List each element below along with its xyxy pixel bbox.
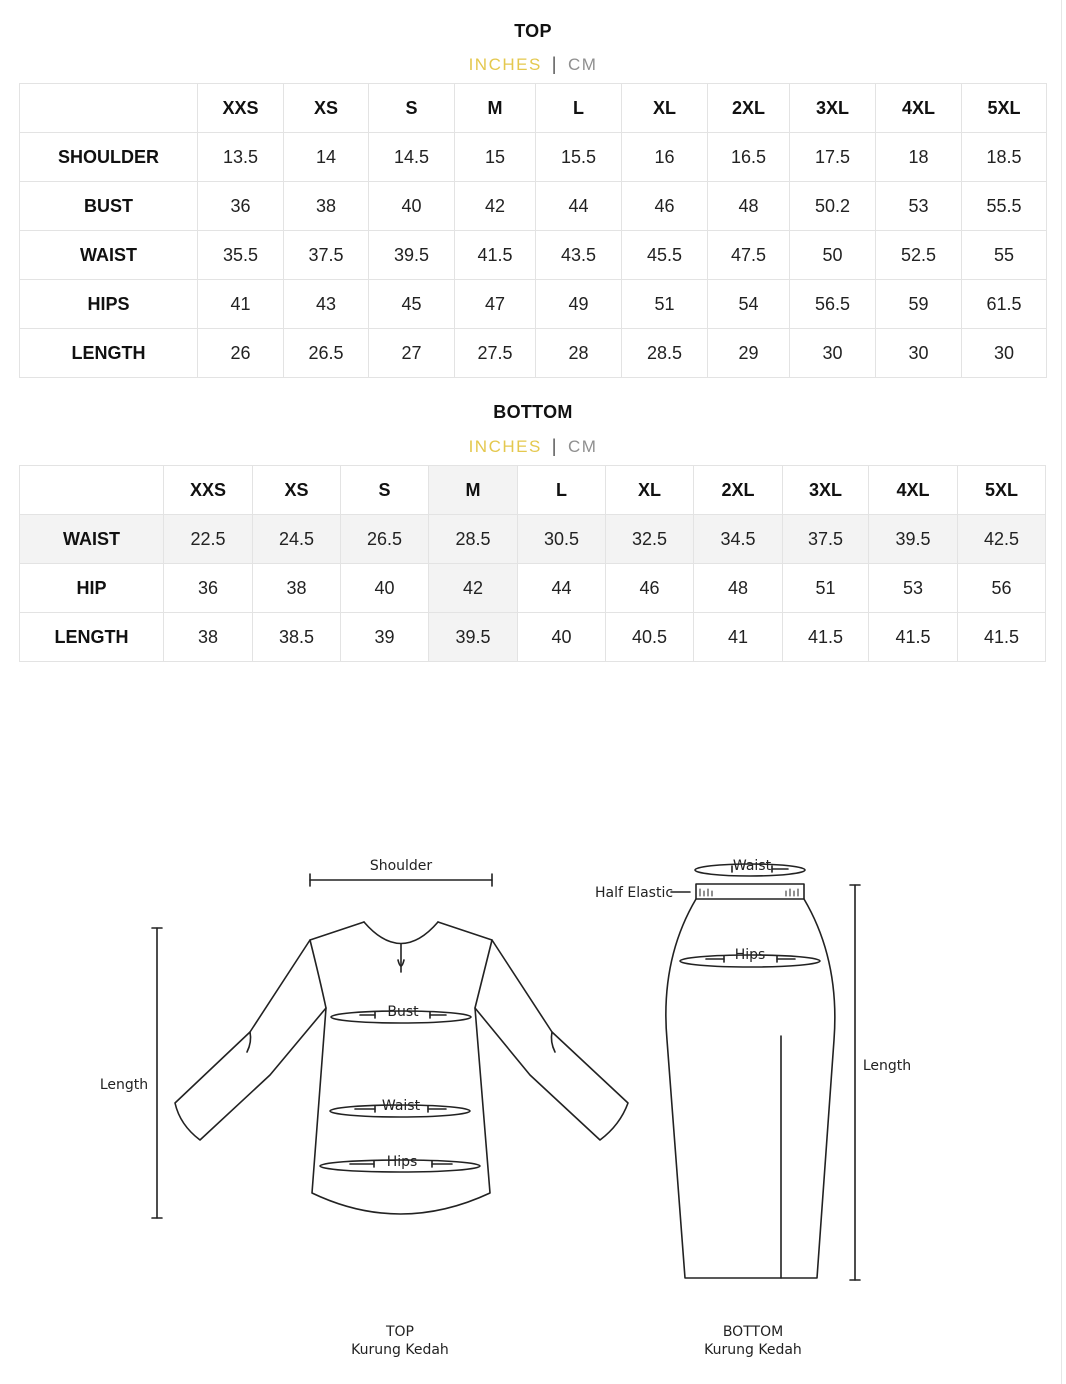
table-cell: 18 [876,133,962,182]
top-unit-inches[interactable]: INCHES [468,55,542,74]
table-cell: 56 [958,564,1046,613]
table-cell: 50.2 [790,182,876,231]
table-cell: 42 [455,182,536,231]
size-header-xs: XS [253,466,341,515]
bottom-caption-line2: Kurung Kedah [704,1342,802,1358]
bottom-length-label: Length [862,1058,912,1074]
size-header-xxs: XXS [164,466,253,515]
row-label: SHOULDER [20,133,198,182]
table-cell: 52.5 [876,231,962,280]
table-cell: 41.5 [455,231,536,280]
table-cell: 61.5 [962,280,1047,329]
size-header-l: L [518,466,606,515]
top-caption-line2: Kurung Kedah [351,1342,449,1358]
size-header-5xl: 5XL [962,84,1047,133]
table-cell: 54 [708,280,790,329]
bottom-unit-cm[interactable]: CM [567,437,598,456]
top-right-armhole [475,940,492,1008]
table-row [20,329,1047,378]
size-header-m: M [455,84,536,133]
table-cell: 30 [876,329,962,378]
measurement-diagram [0,820,1066,1380]
table-cell: 41 [198,280,284,329]
table-cell: 53 [876,182,962,231]
table-cell: 42.5 [958,515,1046,564]
table-row [20,613,1046,662]
size-header-s: S [341,466,429,515]
table-cell: 37.5 [284,231,369,280]
size-header-s: S [369,84,455,133]
table-cell: 53 [869,564,958,613]
table-cell: 39.5 [369,231,455,280]
size-header-m: M [429,466,518,515]
table-cell: 27 [369,329,455,378]
top-left-armhole [310,940,326,1008]
table-cell: 18.5 [962,133,1047,182]
half-elastic-label: Half Elastic [594,885,674,901]
table-row [20,515,1046,564]
size-header-4xl: 4XL [869,466,958,515]
table-cell: 49 [536,280,622,329]
row-label: LENGTH [20,329,198,378]
table-cell: 38 [164,613,253,662]
table-cell: 27.5 [455,329,536,378]
table-cell: 15 [455,133,536,182]
table-cell: 35.5 [198,231,284,280]
size-header-row [20,84,1047,133]
row-label: WAIST [20,231,198,280]
row-label: LENGTH [20,613,164,662]
top-garment-illustration [100,858,628,1218]
top-unit-toggle [0,54,1066,75]
elastic-gathers [700,889,798,896]
table-cell: 45.5 [622,231,708,280]
table-cell: 41 [694,613,783,662]
table-cell: 48 [694,564,783,613]
table-cell: 51 [783,564,869,613]
top-section-title: TOP [514,21,552,41]
table-cell: 51 [622,280,708,329]
table-cell: 41.5 [869,613,958,662]
size-header-4xl: 4XL [876,84,962,133]
corner-cell [20,466,164,515]
size-header-2xl: 2XL [694,466,783,515]
table-cell: 36 [198,182,284,231]
table-cell: 37.5 [783,515,869,564]
table-cell: 40 [518,613,606,662]
bottom-waist-label: Waist [732,858,772,874]
size-header-l: L [536,84,622,133]
table-cell: 28.5 [429,515,518,564]
table-cell: 40.5 [606,613,694,662]
size-header-xxs: XXS [198,84,284,133]
table-cell: 46 [622,182,708,231]
size-header-xs: XS [284,84,369,133]
row-label: WAIST [20,515,164,564]
table-cell: 44 [536,182,622,231]
table-cell: 32.5 [606,515,694,564]
table-cell: 48 [708,182,790,231]
table-cell: 43.5 [536,231,622,280]
table-cell: 17.5 [790,133,876,182]
top-caption-line1: TOP [385,1324,414,1340]
table-cell: 39 [341,613,429,662]
table-cell: 55.5 [962,182,1047,231]
table-cell: 42 [429,564,518,613]
shoulder-label: Shoulder [369,858,433,874]
table-cell: 30.5 [518,515,606,564]
size-header-3xl: 3XL [783,466,869,515]
size-header-row [20,466,1046,515]
table-cell: 14.5 [369,133,455,182]
row-label: BUST [20,182,198,231]
table-cell: 41.5 [783,613,869,662]
size-header-2xl: 2XL [708,84,790,133]
size-header-xl: XL [622,84,708,133]
table-cell: 55 [962,231,1047,280]
table-cell: 24.5 [253,515,341,564]
table-cell: 40 [369,182,455,231]
hips-label: Hips [386,1154,418,1170]
table-cell: 16.5 [708,133,790,182]
bottom-section-title: BOTTOM [493,402,573,422]
table-row [20,133,1047,182]
table-cell: 15.5 [536,133,622,182]
table-cell: 26 [198,329,284,378]
row-label: HIP [20,564,164,613]
top-caption [340,1323,460,1359]
table-cell: 22.5 [164,515,253,564]
table-cell: 16 [622,133,708,182]
table-cell: 28.5 [622,329,708,378]
table-cell: 59 [876,280,962,329]
top-neckline [364,922,438,944]
bust-label: Bust [387,1004,419,1020]
size-header-5xl: 5XL [958,466,1046,515]
bottom-size-table [19,465,1046,662]
table-cell: 56.5 [790,280,876,329]
bottom-caption-line1: BOTTOM [722,1324,784,1340]
top-size-table [19,83,1047,378]
table-cell: 14 [284,133,369,182]
table-cell: 50 [790,231,876,280]
table-cell: 45 [369,280,455,329]
table-cell: 40 [341,564,429,613]
bottom-caption [693,1323,813,1359]
table-cell: 29 [708,329,790,378]
table-row [20,182,1047,231]
unit-separator: | [551,54,558,74]
top-length-label: Length [99,1077,149,1093]
table-row [20,231,1047,280]
table-row [20,280,1047,329]
bottom-hips-label: Hips [734,947,766,963]
table-cell: 13.5 [198,133,284,182]
table-cell: 43 [284,280,369,329]
table-cell: 30 [790,329,876,378]
bottom-unit-inches[interactable]: INCHES [468,437,542,456]
table-row [20,564,1046,613]
top-unit-cm[interactable]: CM [567,55,598,74]
table-cell: 46 [606,564,694,613]
table-cell: 39.5 [869,515,958,564]
table-cell: 47.5 [708,231,790,280]
table-cell: 38 [253,564,341,613]
row-label: HIPS [20,280,198,329]
corner-cell [20,84,198,133]
table-cell: 38.5 [253,613,341,662]
table-cell: 28 [536,329,622,378]
table-cell: 30 [962,329,1047,378]
size-header-3xl: 3XL [790,84,876,133]
bottom-garment-illustration [595,858,911,1280]
table-cell: 41.5 [958,613,1046,662]
waist-label: Waist [381,1098,421,1114]
table-cell: 38 [284,182,369,231]
unit-separator: | [551,436,558,456]
table-cell: 34.5 [694,515,783,564]
table-cell: 47 [455,280,536,329]
table-cell: 26.5 [284,329,369,378]
table-cell: 39.5 [429,613,518,662]
size-header-xl: XL [606,466,694,515]
table-cell: 26.5 [341,515,429,564]
bottom-unit-toggle [0,436,1066,457]
table-cell: 36 [164,564,253,613]
table-cell: 44 [518,564,606,613]
